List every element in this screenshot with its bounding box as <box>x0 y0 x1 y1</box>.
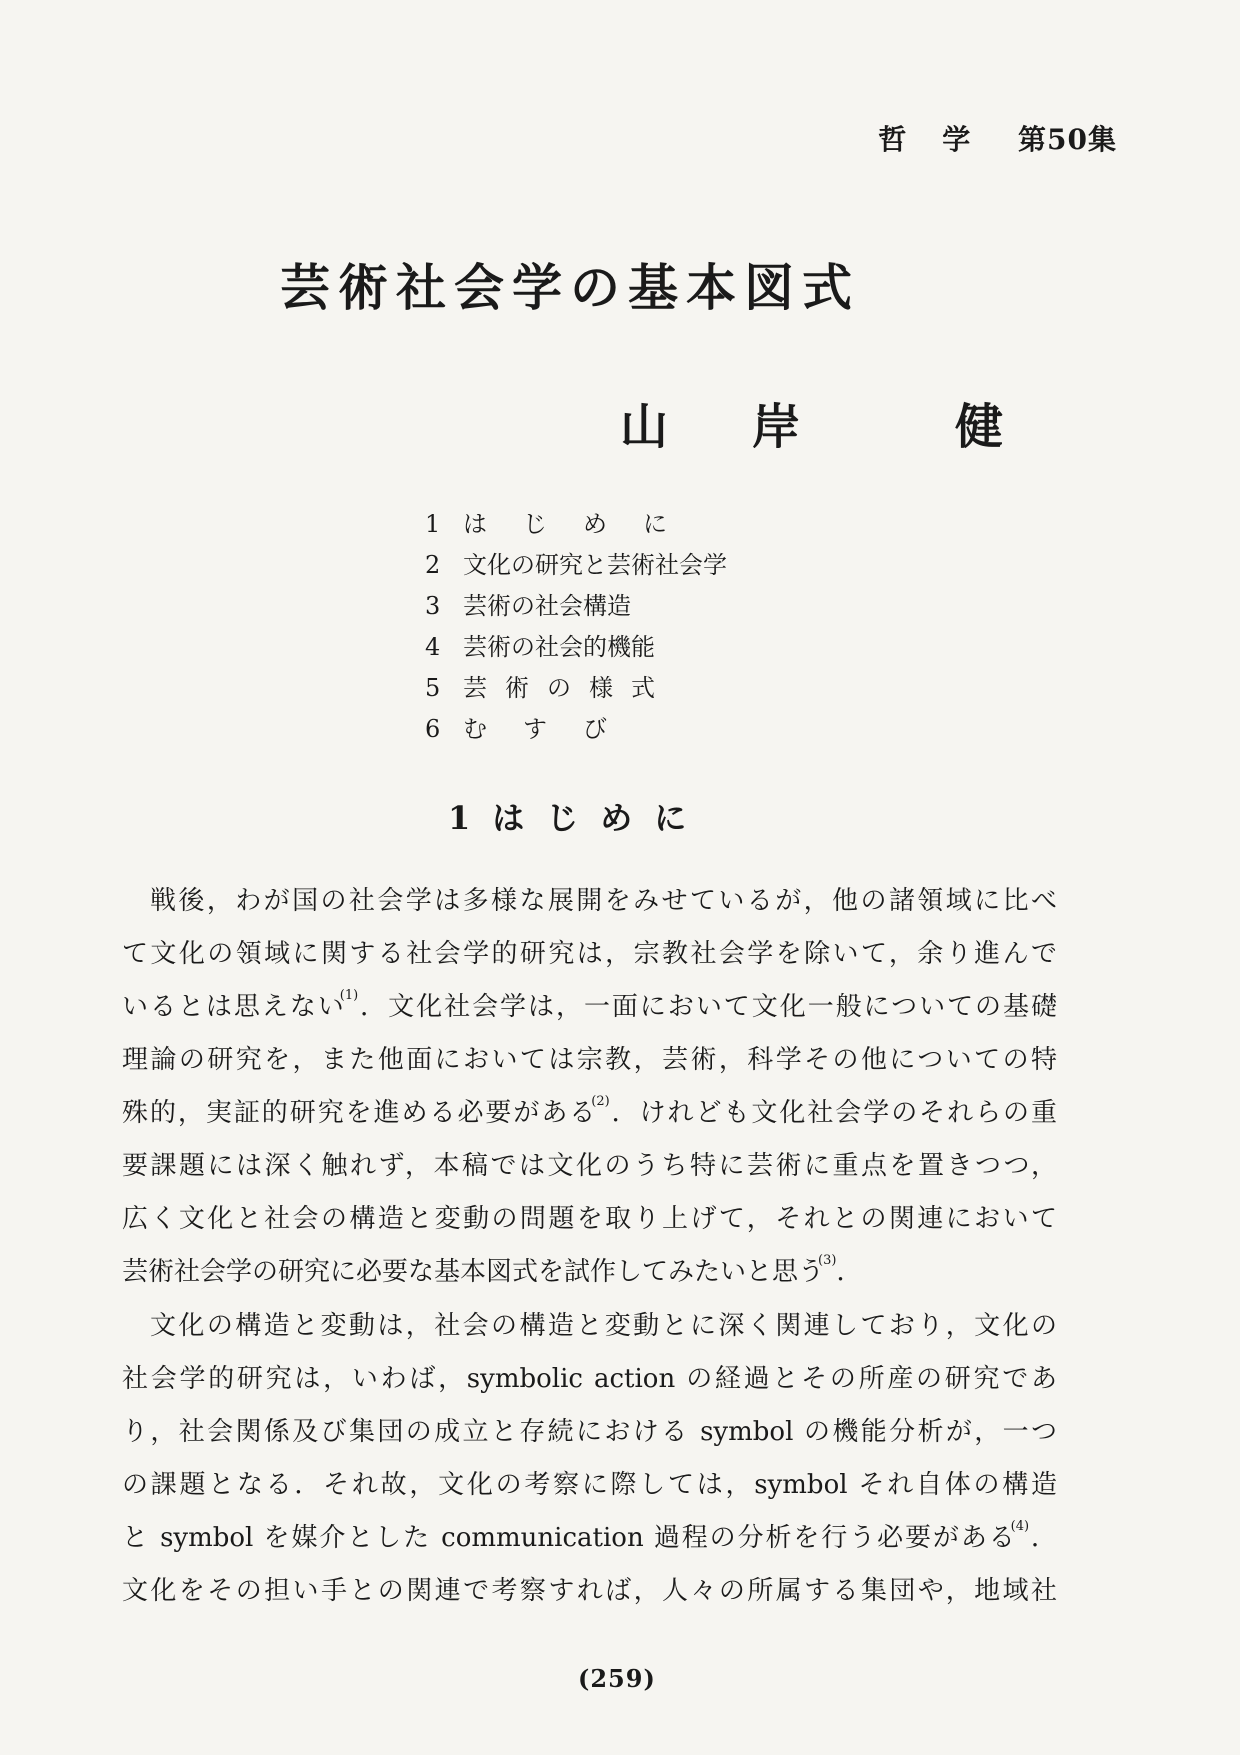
text-line: の課題となる．それ故，文化の考察に際しては，symbol それ自体の構造 <box>122 1470 1057 1500</box>
footnote-ref: (2) <box>591 1094 610 1109</box>
text-line: 文化の構造と変動は，社会の構造と変動とに深く関連しており，文化の <box>150 1311 1057 1341</box>
toc-label: 芸術の社会構造 <box>463 592 631 620</box>
author-char: 岸 <box>752 399 801 455</box>
footnote-ref: (4) <box>1010 1519 1030 1534</box>
author-char: 健 <box>955 399 1004 455</box>
author-char: 山 <box>620 399 669 455</box>
toc-label: むすび <box>463 715 643 743</box>
text-line: 文化をその担い手との関連で考察すれば，人々の所属する集団や，地域社 <box>122 1576 1057 1606</box>
toc-number: 1 <box>425 510 441 538</box>
toc-label: 文化の研究と芸術社会学 <box>463 551 727 579</box>
toc-item <box>425 586 727 627</box>
page-number: (259) <box>578 1664 656 1693</box>
text-line: 広く文化と社会の構造と変動の問題を取り上げて，それとの関連において <box>122 1204 1057 1234</box>
toc-label: 芸術の様式 <box>463 674 673 702</box>
section-heading <box>448 793 708 839</box>
journal-header <box>878 118 1117 158</box>
toc-item <box>425 545 727 586</box>
toc-number: 4 <box>425 633 441 661</box>
toc-number: 2 <box>425 551 441 579</box>
toc-item <box>425 668 727 709</box>
text-line: り，社会関係及び集団の成立と存続における symbol の機能分析が，一つ <box>122 1417 1057 1447</box>
paragraph-2 <box>122 1300 1057 1618</box>
toc-item <box>425 627 727 668</box>
text-line: 戦後，わが国の社会学は多様な展開をみせているが，他の諸領域に比べ <box>150 886 1057 916</box>
journal-name: 哲学 <box>878 123 1007 156</box>
article-title: 芸術社会学の基本図式 <box>280 258 860 317</box>
section-number: 1 <box>448 799 493 837</box>
text-line: 理論の研究を，また他面においては宗教，芸術，科学その他についての特 <box>122 1045 1057 1075</box>
text-line: 殊的，実証的研究を進める必要がある$^{(2)}$．けれども文化社会学のそれらの重 <box>122 1094 1057 1128</box>
toc-item <box>425 504 727 545</box>
toc-number: 5 <box>425 674 441 702</box>
text-line: て文化の領域に関する社会学的研究は，宗教社会学を除いて，余り進んで <box>122 939 1057 969</box>
toc-label: はじめに <box>463 510 703 538</box>
paragraph-1 <box>122 875 1057 1299</box>
toc-item <box>425 709 727 750</box>
text-line: 芸術社会学の研究に必要な基本図式を試作してみたいと思う$^{(3)}$． <box>122 1253 863 1287</box>
text-line: と symbol を媒介とした communication 過程の分析を行う必要がある$^{(4)}$． <box>122 1519 1057 1553</box>
toc-number: 6 <box>425 715 441 743</box>
footnote-ref: (1) <box>339 988 359 1003</box>
text-line: 要課題には深く触れず，本稿では文化のうち特に芸術に重点を置きつつ， <box>122 1151 1057 1181</box>
text-line: 社会学的研究は，いわば，symbolic action の経過とその所産の研究であ <box>122 1364 1057 1394</box>
text-line: いるとは思えない$^{(1)}$．文化社会学は，一面において文化一般についての基礎 <box>122 988 1057 1022</box>
toc-number: 3 <box>425 592 441 620</box>
section-label: はじめに <box>492 799 709 837</box>
table-of-contents <box>425 504 727 750</box>
footnote-ref: (3) <box>818 1253 837 1268</box>
toc-label: 芸術の社会的機能 <box>463 633 655 661</box>
journal-issue: 第50集 <box>1018 123 1117 156</box>
